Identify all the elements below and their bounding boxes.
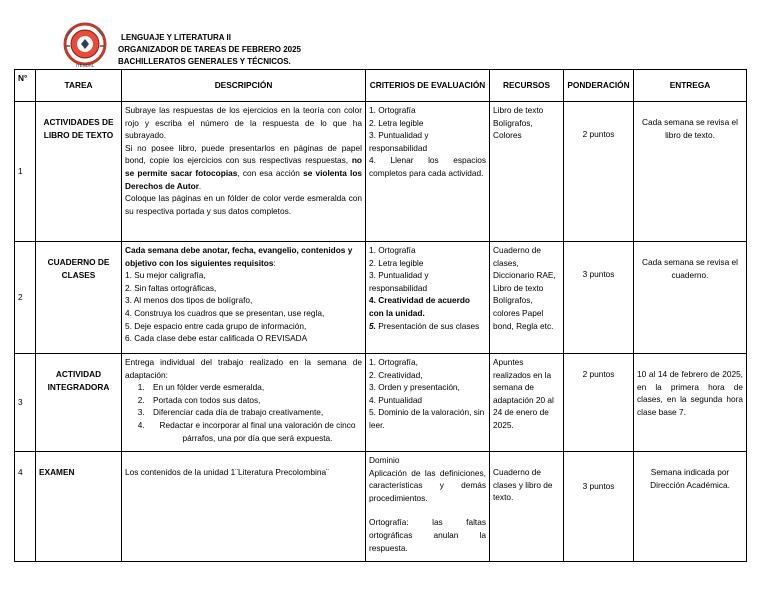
row-weight: 3 puntos [564,452,634,562]
school-seal-icon [62,22,108,68]
row-description: Los contenidos de la unidad 1¨Literatura Precolombina¨ [122,452,366,562]
row-number: 1 [15,102,36,242]
col-header-num: N° [15,70,36,102]
row-delivery: Cada semana se revisa el cuaderno. [634,242,747,354]
header-title: ORGANIZADOR DE TAREAS DE FEBRERO 2025 [118,45,301,54]
col-header-entrega: ENTREGA [634,70,747,102]
row-resources: Cuaderno de clases y libro de texto. [490,452,564,562]
col-header-tarea: TAREA [36,70,122,102]
row-delivery: Semana indicada por Dirección Académica. [634,452,747,562]
row-resources: Cuaderno de clases, Diccionario RAE, Libro de texto Bolígrafos, colores Papel bond, Regla etc. [490,242,564,354]
col-header-descripcion: DESCRIPCIÓN [122,70,366,102]
row-criteria: Dominio Aplicación de las definiciones, características y demás procedimientos. Ortografía: las faltas ortográficas anulan la respuesta. [366,452,490,562]
row-description: Cada semana debe anotar, fecha, evangelio, contenidos y objetivo con los siguientes requisitos: 1. Su mejor caligrafía, 2. Sin faltas ortográficas, 3. Al menos dos tipos de bolígrafo, 4. Construya los cuadros que se presentan, use regla, 5. Deje espacio entre cada grupo de información, 6. Cada clase debe estar calificada O REVISADA [122,242,366,354]
col-header-ponderacion: PONDERACIÓN [564,70,634,102]
row-task: ACTIVIDAD INTEGRADORA [36,354,122,452]
header-subtitle: BACHILLERATOS GENERALES Y TÉCNICOS. [118,57,291,66]
document-header [118,32,301,68]
row-weight: 3 puntos [564,242,634,354]
list-item: 2. Portada con todos sus datos, [147,394,362,407]
col-header-recursos: RECURSOS [490,70,564,102]
row-criteria: 1. Ortografía 2. Letra legible 3. Puntualidad y responsabilidad 4. Creatividad de acuerdo con la unidad. 5. Presentación de sus clases [366,242,490,354]
row-description: Entrega individual del trabajo realizado en la semana de adaptación: 1. En un fólder verde esmeralda, 2. Portada con todos sus datos, 3. Diferenciar cada día de trabajo creativamente, 4. Redactar e incorporar al final una valoración de cinco párrafos, una por día que será expuesta. [122,354,366,452]
row-description: Subraye las respuestas de los ejercicios en la teoría con color rojo y escriba el número de la respuesta de lo que ha subrayado. Si no posee libro, puede presentarlos en páginas de papel bond, copie los ejercicios con sus respectivas respuestas, no se permite sacar fotocopias, con esa acción se violenta los Derechos de Autor. Coloque las páginas en un fólder de color verde esmeralda con su respectiva portada y sus datos completos. [122,102,366,242]
row-delivery: Cada semana se revisa el libro de texto. [634,102,747,242]
table-row [15,452,747,562]
header-subject: LENGUAJE Y LITERATURA II [121,33,231,42]
row-number: 4 [15,452,36,562]
row-weight: 2 puntos [564,354,634,452]
row-task: ACTIVIDADES DE LIBRO DE TEXTO [36,102,122,242]
row-delivery: 10 al 14 de febrero de 2025, en la primera hora de clases, en la segunda hora clase base 7. [634,354,747,452]
svg-text:ITESDAL: ITESDAL [75,63,95,68]
col-header-criterios: CRITERIOS DE EVALUACIÓN [366,70,490,102]
table-row [15,242,747,354]
row-resources: Libro de texto Bolígrafos, Colores [490,102,564,242]
table-header-row [15,70,747,102]
row-task: CUADERNO DE CLASES [36,242,122,354]
row-task: EXAMEN [36,452,122,562]
tasks-table [14,69,747,562]
row-resources: Apuntes realizados en la semana de adaptación 20 al 24 de enero de 2025. [490,354,564,452]
row-criteria: 1. Ortografía, 2. Creatividad, 3. Orden y presentación, 4. Puntualidad 5. Dominio de la valoración, sin leer. [366,354,490,452]
row-weight: 2 puntos [564,102,634,242]
row-criteria: 1. Ortografía 2. Letra legible 3. Puntualidad y responsabilidad 4. Llenar los espacios completos para cada actividad. [366,102,490,242]
list-item: 1. En un fólder verde esmeralda, [147,381,362,394]
list-item: 3. Diferenciar cada día de trabajo creativamente, [147,406,362,419]
row-number: 2 [15,242,36,354]
table-row [15,102,747,242]
table-row [15,354,747,452]
list-item: 4. Redactar e incorporar al final una valoración de cinco párrafos, una por día que será expuesta. [147,419,362,444]
row-number: 3 [15,354,36,452]
